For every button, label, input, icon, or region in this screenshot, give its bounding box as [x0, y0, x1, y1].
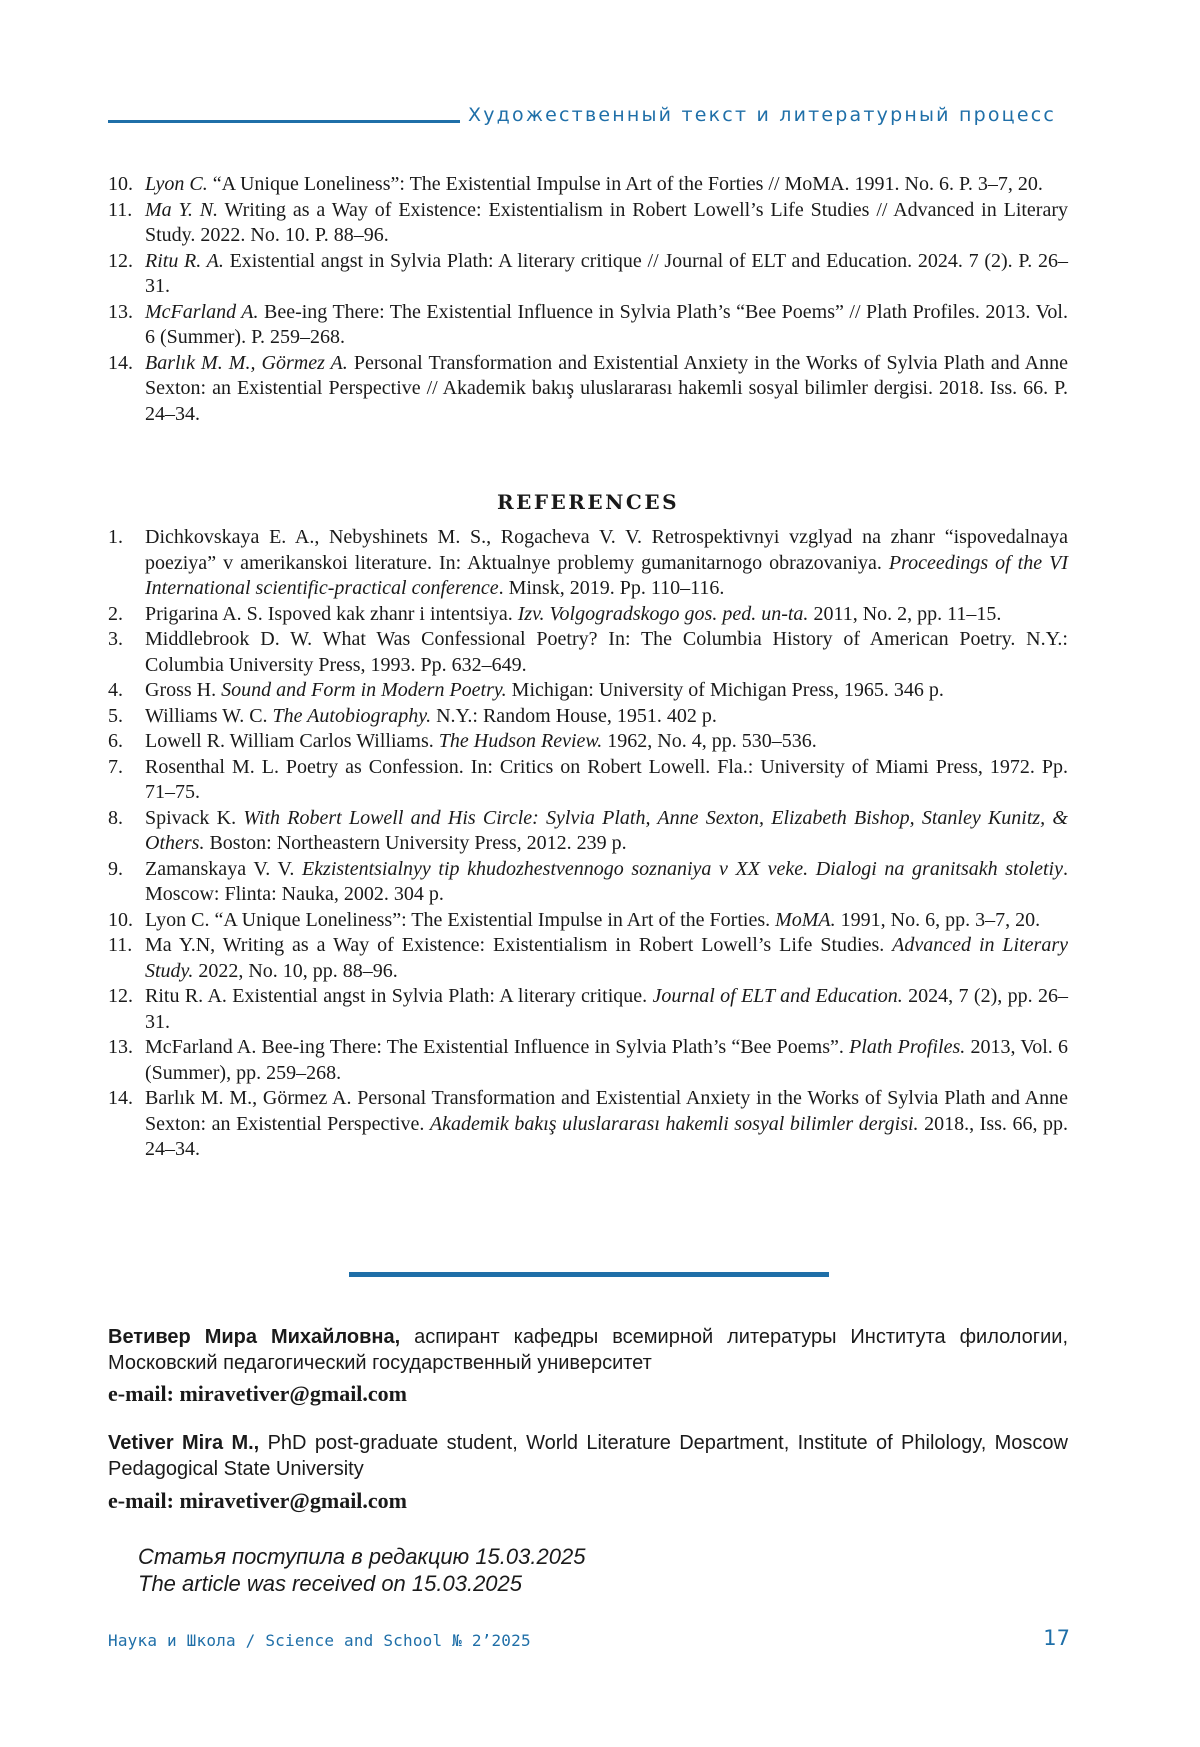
reference-number: 4. [108, 679, 123, 701]
reference-text: . Moscow: Flinta: Nauka, 2002. 304 p. [145, 857, 1068, 905]
reference-text: Rosenthal M. L. Poetry as Confession. In: Critics on Robert Lowell. Fla.: University of Miami Press, 1972. Pp. 71–75. [145, 755, 1068, 803]
reference-item [108, 525, 1068, 602]
reference-number: 10. [108, 173, 133, 195]
reference-item [108, 908, 1068, 934]
page-number: 17 [1043, 1626, 1070, 1650]
reference-title-italic: Proceedings of the VI International scientific-practical conference [145, 551, 1068, 599]
reference-text: Personal Transformation and Existential Anxiety in the Works of Sylvia Plath and Anne Sexton: an Existential Perspective // Akademik bakış uluslararası hakemli sosyal bilimler dergisi. 2018. Iss. 66. P. 24–34. [145, 351, 1068, 425]
reference-title-italic: Sound and Form in Modern Poetry. [221, 679, 507, 701]
reference-item [108, 704, 1068, 730]
section-divider [349, 1272, 829, 1277]
reference-item [108, 1035, 1068, 1086]
references-heading: REFERENCES [496, 490, 680, 514]
reference-title-italic: Plath Profiles. [849, 1036, 966, 1058]
author-name: Ветивер Мира Михайловна, [108, 1326, 401, 1348]
reference-text: Lowell R. William Carlos Williams. [145, 730, 439, 752]
reference-list-english [108, 525, 1068, 1163]
reference-title-italic: The Autobiography. [272, 704, 432, 727]
reference-item [108, 984, 1068, 1035]
reference-text: Barlık M. M., Görmez A. Personal Transformation and Existential Anxiety in the Works of Sylvia Plath and Anne Sexton: an Existential Perspective. [145, 1087, 1068, 1135]
reference-text: “A Unique Loneliness”: The Existential Impulse in Art of the Forties // MoMA. 1991. No. 6. P. 3–7, 20. [207, 173, 1043, 195]
author-email: e-mail: miravetiver@gmail.com [108, 1488, 408, 1513]
reference-number: 2. [108, 602, 123, 625]
reference-number: 13. [108, 1036, 133, 1058]
author-email: e-mail: miravetiver@gmail.com [108, 1381, 408, 1406]
reference-title-italic: Izv. Volgogradskogo gos. ped. un-ta. [517, 602, 809, 625]
received-date-russian: Статья поступила в редакцию 15.03.2025 [138, 1544, 586, 1569]
reference-item [108, 198, 1068, 249]
reference-text: . Minsk, 2019. Pp. 110–116. [498, 577, 725, 599]
reference-title-italic: With Robert Lowell and His Circle: Sylvia Plath, Anne Sexton, Elizabeth Bishop, Stanley Kunitz, & Others. [145, 806, 1068, 854]
received-date-english: The article was received on 15.03.2025 [138, 1571, 523, 1596]
reference-text: Prigarina A. S. Ispoved kak zhanr i intentsiya. [145, 602, 518, 625]
reference-item [108, 351, 1068, 428]
header-rule [108, 120, 460, 123]
reference-text: 2024, 7 (2), pp. 26–31. [145, 985, 1069, 1033]
reference-text: Gross H. [145, 679, 222, 701]
running-header: Художественный текст и литературный процесс [468, 104, 1056, 126]
reference-title-italic: Ma Y. N. [145, 198, 219, 221]
reference-number: 14. [108, 1087, 133, 1109]
reference-text: Boston: Northeastern University Press, 2012. 239 p. [204, 832, 627, 854]
reference-item [108, 172, 1068, 198]
author-info-russian [108, 1324, 1068, 1376]
footer-journal-title: Наука и Школа / Science and School № 2’2025 [108, 1631, 531, 1650]
reference-title-italic: Akademik bakış uluslararası hakemli sosyal bilimler dergisi. [429, 1112, 919, 1135]
author-name: Vetiver Mira M., [108, 1432, 260, 1454]
reference-item [108, 806, 1068, 857]
reference-number: 11. [108, 934, 133, 956]
reference-title-italic: Lyon C. [145, 173, 208, 195]
reference-title-italic: Barlık M. M., Görmez A. [145, 351, 348, 374]
reference-text: Spivack K. [145, 806, 244, 829]
reference-text: 2018., Iss. 66, pp. 24–34. [145, 1112, 1068, 1160]
reference-text: Existential angst in Sylvia Plath: A literary critique // Journal of ELT and Education. 2024. 7 (2). P. 26–31. [145, 249, 1069, 297]
reference-text: Williams W. C. [145, 704, 273, 727]
reference-text: Michigan: University of Michigan Press, 1965. 346 p. [506, 679, 944, 701]
reference-text: 2013, Vol. 6 (Summer), pp. 259–268. [145, 1036, 1069, 1084]
reference-item [108, 755, 1068, 806]
reference-list-russian [108, 172, 1068, 427]
reference-item [108, 1086, 1068, 1163]
reference-number: 6. [108, 730, 123, 752]
reference-number: 9. [108, 857, 123, 880]
reference-item [108, 249, 1068, 300]
reference-title-italic: MoMA. [775, 908, 836, 931]
reference-number: 12. [108, 249, 133, 272]
reference-title-italic: Advanced in Literary Study. [145, 934, 1068, 982]
author-info-english [108, 1430, 1068, 1482]
reference-text: 2011, No. 2, pp. 11–15. [808, 602, 1002, 625]
reference-number: 1. [108, 526, 123, 548]
reference-text: 1962, No. 4, pp. 530–536. [602, 730, 817, 752]
reference-number: 11. [108, 198, 133, 221]
author-affiliation: PhD post-graduate student, World Literature Department, Institute of Philology, Moscow Pedagogical State University [108, 1432, 1068, 1480]
reference-text: Writing as a Way of Existence: Existentialism in Robert Lowell’s Life Studies // Advanced in Literary Study. 2022. No. 10. P. 88–96. [145, 198, 1069, 246]
reference-text: Ritu R. A. Existential angst in Sylvia Plath: A literary critique. [145, 985, 653, 1007]
reference-number: 5. [108, 704, 123, 727]
reference-title-italic: The Hudson Review. [438, 730, 603, 752]
reference-item [108, 300, 1068, 351]
reference-number: 10. [108, 908, 133, 931]
reference-item [108, 933, 1068, 984]
reference-title-italic: McFarland A. [145, 300, 259, 323]
reference-number: 14. [108, 351, 133, 374]
reference-number: 3. [108, 628, 123, 650]
reference-number: 7. [108, 755, 123, 778]
reference-title-italic: Journal of ELT and Education. [652, 985, 903, 1007]
reference-item [108, 729, 1068, 755]
reference-text: Ma Y.N, Writing as a Way of Existence: Existentialism in Robert Lowell’s Life Studies. [145, 934, 893, 956]
reference-text: Dichkovskaya E. A., Nebyshinets M. S., Rogacheva V. V. Retrospektivnyi vzglyad na zhanr “ispovedalnaya poeziya” v amerikanskoi literature. In: Aktualnye problemy gumanitarnogo obrazovaniya. [145, 526, 1068, 574]
reference-title-italic: Ekzistentsialnyy tip khudozhestvennogo soznaniya v XX veke. Dialogi na granitsakh stoletiy [301, 857, 1063, 880]
reference-text: 1991, No. 6, pp. 3–7, 20. [835, 908, 1041, 931]
reference-text: McFarland A. Bee-ing There: The Existential Influence in Sylvia Plath’s “Bee Poems”. [145, 1036, 850, 1058]
reference-item [108, 678, 1068, 704]
reference-title-italic: Ritu R. A. [145, 249, 224, 272]
reference-text: Zamanskaya V. V. [145, 857, 302, 880]
reference-text: Middlebrook D. W. What Was Confessional Poetry? In: The Columbia History of American Poetry. N.Y.: Columbia University Press, 1993. Pp. 632–649. [145, 628, 1068, 676]
reference-text: 2022, No. 10, pp. 88–96. [193, 959, 398, 982]
reference-number: 12. [108, 985, 133, 1007]
reference-text: Bee-ing There: The Existential Influence in Sylvia Plath’s “Bee Poems” // Plath Profiles. 2013. Vol. 6 (Summer). P. 259–268. [145, 300, 1068, 348]
reference-text: Lyon C. “A Unique Loneliness”: The Existential Impulse in Art of the Forties. [145, 908, 776, 931]
reference-text: N.Y.: Random House, 1951. 402 p. [431, 704, 717, 727]
reference-item [108, 857, 1068, 908]
reference-item [108, 627, 1068, 678]
author-affiliation: аспирант кафедры всемирной литературы Института филологии, Московский педагогический государственный университет [108, 1326, 1068, 1374]
reference-number: 13. [108, 300, 133, 323]
reference-item [108, 602, 1068, 628]
reference-number: 8. [108, 806, 123, 829]
